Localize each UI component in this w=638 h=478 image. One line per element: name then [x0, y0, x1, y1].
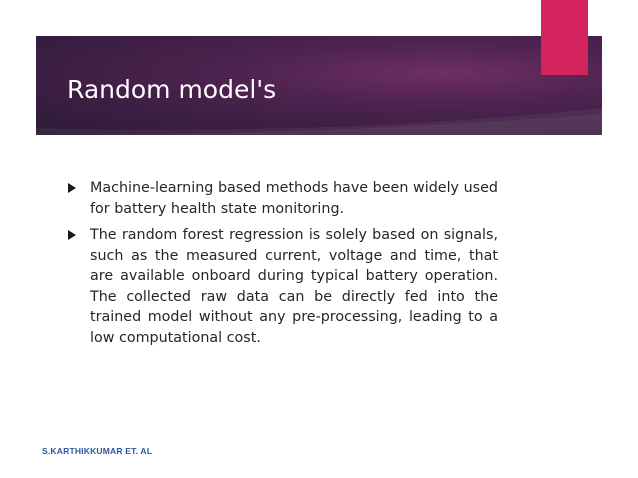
bullet-item [68, 225, 498, 348]
footer-author: S.KARTHIKKUMAR ET. AL [42, 446, 153, 456]
bullet-text: Machine-learning based methods have been widely used for battery health state monitoring. [90, 180, 498, 217]
triangle-bullet-icon [68, 183, 76, 193]
bullet-text: The random forest regression is solely based on signals, such as the measured current, voltage and time, that are available onboard during typical battery operation. The collected raw data can be directly fed into the trained model without any pre-processing, leading to a low computational cost. [90, 227, 498, 346]
bullet-item [68, 178, 498, 219]
slide-title: Random model's [67, 75, 277, 104]
triangle-bullet-icon [68, 230, 76, 240]
bullet-list [68, 178, 498, 354]
accent-block [541, 0, 588, 75]
